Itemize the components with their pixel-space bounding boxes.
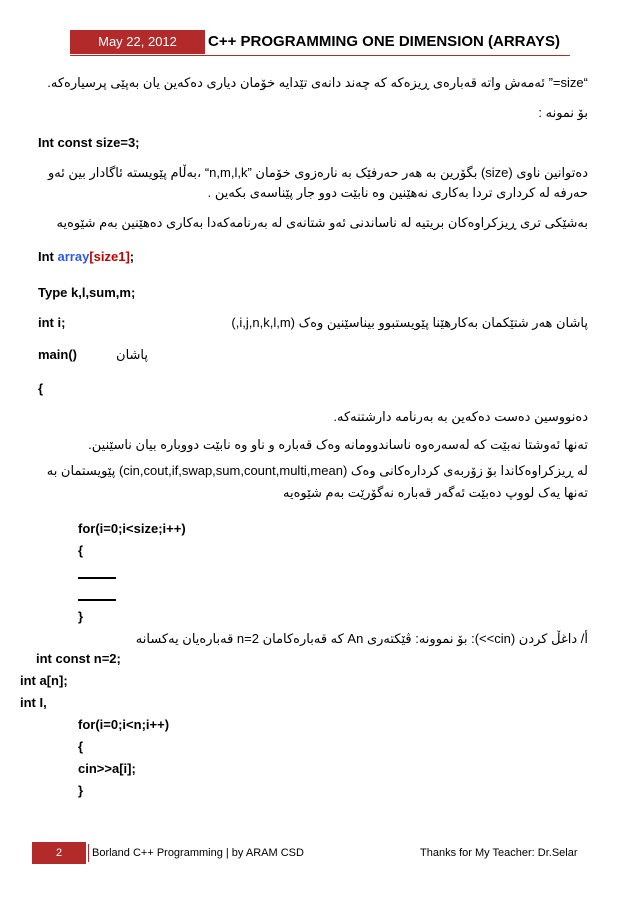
paragraph-size-definition: “size=” ئەمەش واتە قەبارەی ڕیزەکە کە چەند دانەی تێدایە خۆمان دیاری دەکەین یان بەپێی پرسیارەکە.	[47, 75, 588, 90]
paragraph-one-loop-1: لە ڕیزکراوەکاندا بۆ زۆربەی کردارەکانی وەک (cin,cout,if,swap,sum,count,multi,mean) پێویستمان بە	[46, 463, 588, 478]
header-divider	[70, 55, 570, 56]
code-cin-array: cin>>a[i];	[78, 761, 136, 776]
code-for-n: for(i=0;i<n;i++)	[78, 717, 170, 732]
paragraph-no-redeclare: تەنها ئەوشتا نەبێت کە لەسەرەوە ناساندوومانە وەک قەبارە و ناو وە نابێت دووبارە بیان ناسێنین.	[88, 437, 588, 452]
footer-right-text: Thanks for My Teacher: Dr.Selar	[420, 847, 578, 859]
code-for-size: for(i=0;i<size;i++)	[78, 521, 186, 536]
paragraph-rename-size-2: حەرفە لە کرداری تردا بەکاری نەهێنین وە نابێت دوو جار پێناسەی بکەین .	[207, 185, 588, 200]
code-keyword-int: Int	[38, 249, 58, 264]
code-int-I: int I,	[20, 695, 47, 710]
code-array-declaration	[38, 248, 134, 266]
code-int-array: int a[n];	[20, 673, 68, 688]
paragraph-array-declaration: بەشێکی تری ڕیزکراوەکان بریتیە لە ناساندنی ئەو شتانەی لە بەرنامەکەدا بەکاری دەهێنین بەم شێوەیە	[56, 215, 588, 230]
footer-left-text: Borland C++ Programming | by ARAM CSD	[92, 847, 304, 859]
code-semicolon: ;	[129, 249, 135, 264]
paragraph-example-label: بۆ نمونە :	[538, 105, 588, 120]
code-array-size: [size1]	[89, 249, 130, 264]
header-title: C++ PROGRAMMING ONE DIMENSION (ARRAYS)	[208, 33, 560, 50]
paragraph-one-loop-2: تەنها یەک لووپ دەبێت ئەگەر قەبارە نەگۆرێت بەم شێوەیە	[283, 485, 588, 500]
code-for-n-open-brace: {	[78, 739, 84, 754]
paragraph-start-writing: دەنووسین دەست دەکەین بە بەرنامە دارشتنەکە.	[333, 409, 588, 424]
code-open-brace: {	[38, 381, 44, 396]
code-for-close-brace: }	[78, 609, 84, 624]
paragraph-cin-example: أ/ داغڵ کردن (cin>>): بۆ نموونە: ڤێکتەری An کە قەبارەکامان n=2 قەبارەیان یەکسانە	[135, 631, 588, 646]
code-const-n: int const n=2;	[36, 651, 121, 666]
code-type-vars: Type k,l,sum,m;	[38, 285, 136, 300]
page-number: 2	[32, 842, 86, 864]
paragraph-rename-size-1: دەتوانین ناوی (size) بگۆرین بە هەر حەرفێک بە نارەزوی خۆمان ”n,m,l,k“ ،بەڵام پێویستە ئاگادار بین ئەو	[47, 165, 588, 180]
code-for-n-close-brace: }	[78, 783, 84, 798]
code-main: main()	[38, 347, 77, 362]
code-for-open-brace: {	[78, 543, 84, 558]
code-keyword-array: array	[57, 249, 90, 264]
code-const-size: Int const size=3;	[38, 135, 140, 150]
code-int-i: int i;	[38, 315, 66, 330]
paragraph-declare-vars: پاشان هەر شتێکمان بەکارهێنا پێویستبوو بیناسێنین وەک (i,j,n,k,l,m,)	[231, 315, 588, 330]
paragraph-then: پاشان	[116, 347, 148, 362]
code-placeholder-line-2	[78, 588, 116, 606]
footer-divider	[88, 844, 89, 862]
header-date: May 22, 2012	[70, 30, 205, 54]
code-placeholder-line-1	[78, 566, 116, 584]
